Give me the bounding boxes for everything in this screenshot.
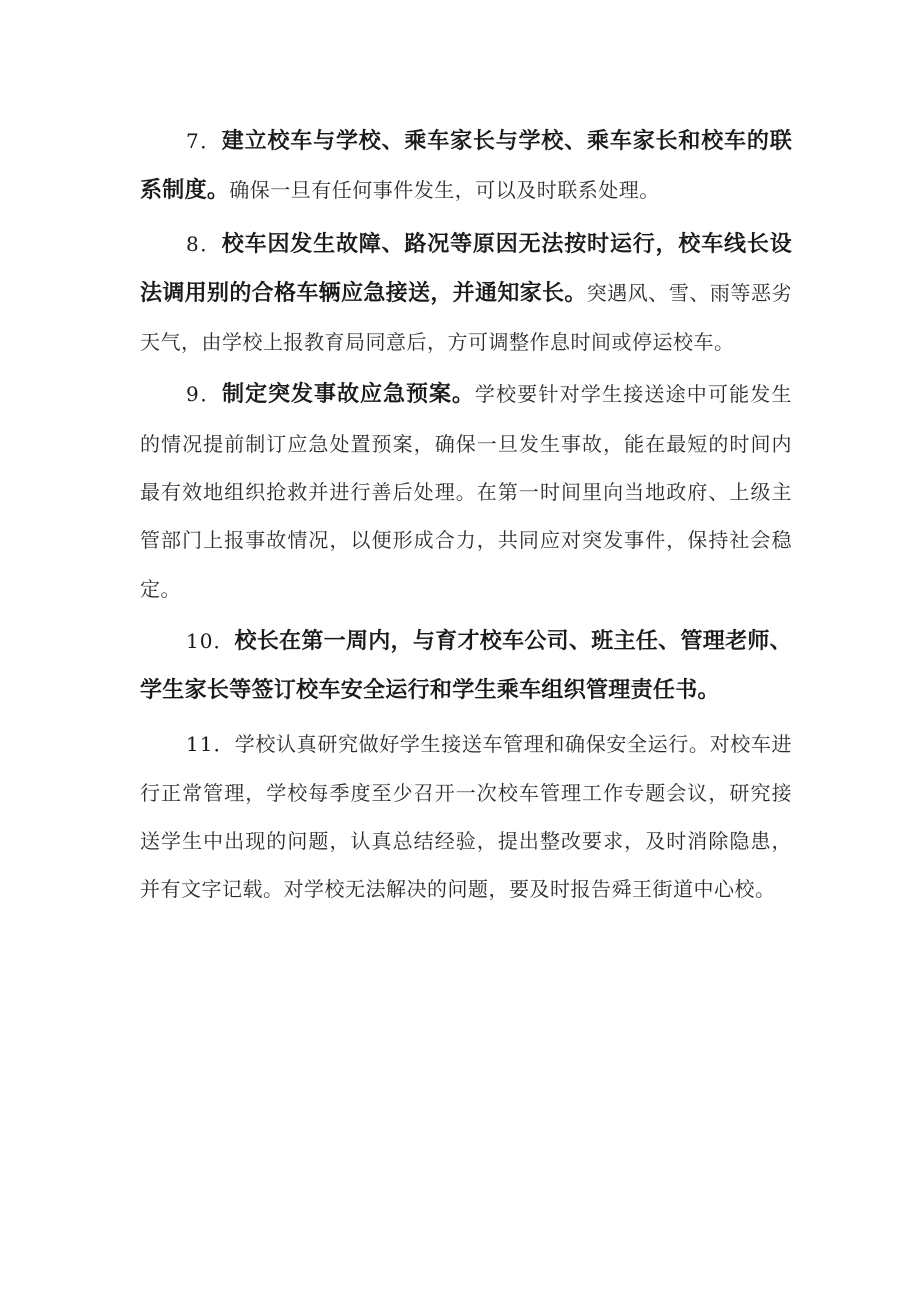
document-body: [140, 117, 792, 914]
paragraph-8: [140, 220, 792, 367]
paragraph-11: [140, 720, 792, 914]
paragraph-7: [140, 117, 792, 216]
paragraph-10: [140, 617, 792, 716]
paragraph-body: 学校要针对学生接送途中可能发生的情况提前制订应急处置预案，确保一旦发生事故，能在最短的时间内最有效地组织抢救并进行善后处理。在第一时间里向当地政府、上级主管部门上报事故情况，以便形成合力，共同应对突发事件，保持社会稳定。: [140, 382, 792, 601]
paragraph-heading: 建立校车与学校、乘车家长与学校、乘车家长和校车的联系制度。: [140, 129, 792, 204]
paragraph-body: 突遇风、雪、雨等恶劣天气，由学校上报教育局同意后，方可调整作息时间或停运校车。: [140, 280, 792, 355]
paragraph-number: 8．: [186, 231, 222, 256]
paragraph-body: 确保一旦有任何事件发生，可以及时联系处理。: [229, 178, 660, 203]
paragraph-body: 学校认真研究做好学生接送车管理和确保安全运行。对校车进行正常管理，学校每季度至少召开一次校车管理工作专题会议，研究接送学生中出现的问题，认真总结经验，提出整改要求，及时消除隐患，并有文字记载。对学校无法解决的问题，要及时报告舜王街道中心校。: [140, 731, 793, 902]
paragraph-9: [140, 370, 792, 612]
paragraph-heading: 校长在第一周内，与育才校车公司、班主任、管理老师、学生家长等签订校车安全运行和学生乘车组织管理责任书。: [140, 628, 792, 704]
paragraph-heading: 校车因发生故障、路况等原因无法按时运行，校车线长设法调用别的合格车辆应急接送，并通知家长。: [140, 231, 792, 306]
paragraph-number: 9．: [186, 382, 223, 407]
paragraph-heading: 制定突发事故应急预案。: [222, 382, 475, 408]
paragraph-number: 11．: [186, 731, 235, 756]
paragraph-number: 10．: [186, 628, 235, 653]
paragraph-number: 7．: [186, 129, 222, 153]
